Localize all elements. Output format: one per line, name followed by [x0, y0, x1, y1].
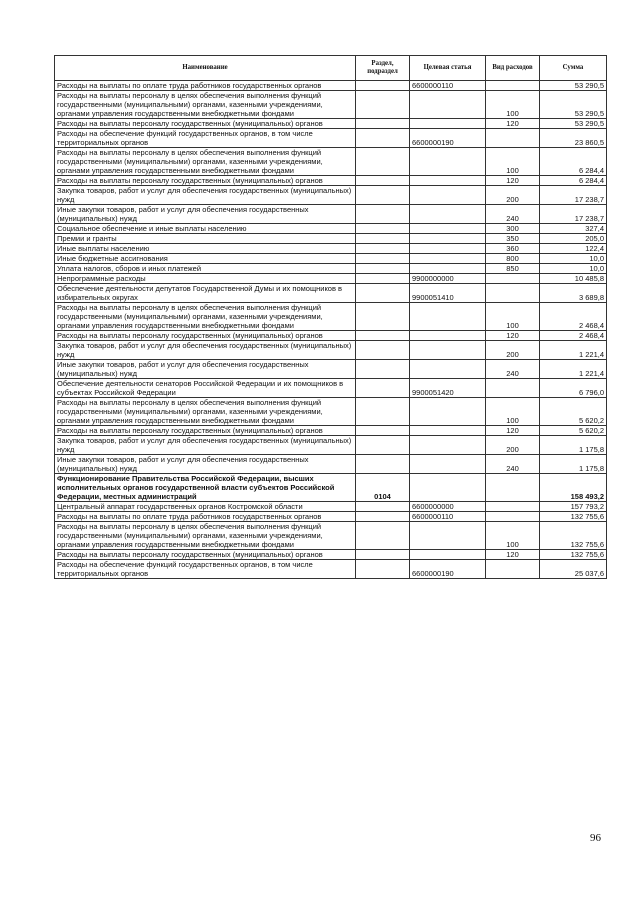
- row-target-cell: [410, 455, 486, 474]
- row-target-cell: [410, 303, 486, 331]
- row-name-cell: Расходы на выплаты персоналу государственных (муниципальных) органов: [55, 119, 356, 129]
- row-section-cell: [356, 550, 410, 560]
- row-sum-cell: 122,4: [540, 244, 607, 254]
- row-name-cell: Закупка товаров, работ и услуг для обеспечения государственных (муниципальных) нужд: [55, 186, 356, 205]
- row-expense-type-cell: 200: [486, 436, 540, 455]
- table-row: [55, 474, 607, 502]
- row-target-cell: [410, 205, 486, 224]
- row-target-cell: 6600000190: [410, 129, 486, 148]
- row-name-cell: Непрограммные расходы: [55, 274, 356, 284]
- row-section-cell: [356, 176, 410, 186]
- row-target-cell: [410, 522, 486, 550]
- row-expense-type-cell: [486, 81, 540, 91]
- row-sum-cell: 132 755,6: [540, 550, 607, 560]
- row-sum-cell: 205,0: [540, 234, 607, 244]
- row-target-cell: [410, 119, 486, 129]
- row-name-cell: Премии и гранты: [55, 234, 356, 244]
- row-section-cell: [356, 398, 410, 426]
- row-expense-type-cell: 300: [486, 224, 540, 234]
- row-sum-cell: 17 238,7: [540, 205, 607, 224]
- row-name-cell: Расходы на выплаты персоналу в целях обеспечения выполнения функций государственными (муниципальными) органами, казенными учреждениями, органами управления государственными внебюджетными фондами: [55, 522, 356, 550]
- row-target-cell: 6600000190: [410, 560, 486, 579]
- row-sum-cell: 1 175,8: [540, 455, 607, 474]
- row-target-cell: 6600000110: [410, 81, 486, 91]
- table-row: [55, 550, 607, 560]
- row-expense-type-cell: 120: [486, 426, 540, 436]
- row-expense-type-cell: 240: [486, 455, 540, 474]
- table-row: [55, 303, 607, 331]
- page-number: 96: [590, 832, 601, 844]
- row-target-cell: [410, 224, 486, 234]
- row-section-cell: [356, 274, 410, 284]
- table-row: [55, 379, 607, 398]
- row-section-cell: [356, 341, 410, 360]
- row-target-cell: 9900051420: [410, 379, 486, 398]
- row-name-cell: Расходы на выплаты персоналу государственных (муниципальных) органов: [55, 331, 356, 341]
- table-body: [55, 81, 607, 579]
- table-row: [55, 284, 607, 303]
- row-sum-cell: 6 284,4: [540, 176, 607, 186]
- table-row: [55, 244, 607, 254]
- row-expense-type-cell: [486, 560, 540, 579]
- row-target-cell: 6600000000: [410, 502, 486, 512]
- row-name-cell: Расходы на выплаты персоналу в целях обеспечения выполнения функций государственными (муниципальными) органами, казенными учреждениями, органами управления государственными внебюджетными фондами: [55, 91, 356, 119]
- row-expense-type-cell: 350: [486, 234, 540, 244]
- table-row: [55, 205, 607, 224]
- table-row: [55, 502, 607, 512]
- row-name-cell: Расходы на выплаты персоналу государственных (муниципальных) органов: [55, 176, 356, 186]
- row-sum-cell: 53 290,5: [540, 91, 607, 119]
- row-name-cell: Расходы на выплаты персоналу государственных (муниципальных) органов: [55, 550, 356, 560]
- row-sum-cell: 2 468,4: [540, 331, 607, 341]
- row-expense-type-cell: 100: [486, 148, 540, 176]
- row-sum-cell: 5 620,2: [540, 398, 607, 426]
- row-section-cell: [356, 119, 410, 129]
- row-target-cell: [410, 254, 486, 264]
- row-section-cell: [356, 244, 410, 254]
- row-target-cell: 6600000110: [410, 512, 486, 522]
- row-expense-type-cell: 100: [486, 398, 540, 426]
- table-row: [55, 560, 607, 579]
- row-name-cell: Функционирование Правительства Российской Федерации, высших исполнительных органов государственной власти субъектов Российской Федерации, местных администраций: [55, 474, 356, 502]
- row-name-cell: Расходы на выплаты персоналу в целях обеспечения выполнения функций государственными (муниципальными) органами, казенными учреждениями, органами управления государственными внебюджетными фондами: [55, 148, 356, 176]
- row-name-cell: Расходы на выплаты по оплате труда работников государственных органов: [55, 512, 356, 522]
- row-sum-cell: 10,0: [540, 254, 607, 264]
- row-sum-cell: 53 290,5: [540, 119, 607, 129]
- row-name-cell: Иные закупки товаров, работ и услуг для обеспечения государственных (муниципальных) нужд: [55, 360, 356, 379]
- table-row: [55, 254, 607, 264]
- row-expense-type-cell: 120: [486, 119, 540, 129]
- row-target-cell: [410, 436, 486, 455]
- row-section-cell: [356, 436, 410, 455]
- row-name-cell: Расходы на выплаты персоналу государственных (муниципальных) органов: [55, 426, 356, 436]
- row-expense-type-cell: [486, 284, 540, 303]
- row-section-cell: [356, 303, 410, 331]
- row-expense-type-cell: [486, 502, 540, 512]
- row-expense-type-cell: 850: [486, 264, 540, 274]
- row-target-cell: [410, 148, 486, 176]
- table-row: [55, 455, 607, 474]
- row-name-cell: Иные закупки товаров, работ и услуг для обеспечения государственных (муниципальных) нужд: [55, 205, 356, 224]
- row-sum-cell: 132 755,6: [540, 512, 607, 522]
- row-sum-cell: 2 468,4: [540, 303, 607, 331]
- table-row: [55, 436, 607, 455]
- row-name-cell: Расходы на обеспечение функций государственных органов, в том числе территориальных органов: [55, 560, 356, 579]
- row-section-cell: [356, 91, 410, 119]
- row-sum-cell: 1 221,4: [540, 341, 607, 360]
- row-name-cell: Обеспечение деятельности депутатов Государственной Думы и их помощников в избирательных округах: [55, 284, 356, 303]
- row-name-cell: Обеспечение деятельности сенаторов Российской Федерации и их помощников в субъектах Российской Федерации: [55, 379, 356, 398]
- table-header-row: [55, 56, 607, 81]
- row-name-cell: Расходы на выплаты по оплате труда работников государственных органов: [55, 81, 356, 91]
- row-section-cell: [356, 455, 410, 474]
- row-expense-type-cell: 120: [486, 550, 540, 560]
- header-sum: Сумма: [540, 56, 607, 81]
- row-sum-cell: 1 175,8: [540, 436, 607, 455]
- row-expense-type-cell: [486, 379, 540, 398]
- table-row: [55, 426, 607, 436]
- table-row: [55, 129, 607, 148]
- table-row: [55, 119, 607, 129]
- row-sum-cell: 157 793,2: [540, 502, 607, 512]
- row-target-cell: [410, 186, 486, 205]
- table-row: [55, 186, 607, 205]
- row-target-cell: [410, 176, 486, 186]
- row-target-cell: [410, 426, 486, 436]
- table-row: [55, 264, 607, 274]
- table-row: [55, 398, 607, 426]
- row-sum-cell: 25 037,6: [540, 560, 607, 579]
- row-section-cell: [356, 512, 410, 522]
- row-section-cell: [356, 234, 410, 244]
- row-target-cell: [410, 331, 486, 341]
- row-section-cell: [356, 186, 410, 205]
- row-expense-type-cell: 120: [486, 176, 540, 186]
- header-section: Раздел, подраздел: [356, 56, 410, 81]
- header-expense-type: Вид расходов: [486, 56, 540, 81]
- row-expense-type-cell: [486, 474, 540, 502]
- row-name-cell: Расходы на выплаты персоналу в целях обеспечения выполнения функций государственными (муниципальными) органами, казенными учреждениями, органами управления государственными внебюджетными фондами: [55, 398, 356, 426]
- table-row: [55, 81, 607, 91]
- row-name-cell: Уплата налогов, сборов и иных платежей: [55, 264, 356, 274]
- row-expense-type-cell: [486, 274, 540, 284]
- row-name-cell: Социальное обеспечение и иные выплаты населению: [55, 224, 356, 234]
- header-target: Целевая статья: [410, 56, 486, 81]
- row-sum-cell: 10,0: [540, 264, 607, 274]
- table-row: [55, 91, 607, 119]
- row-section-cell: 0104: [356, 474, 410, 502]
- row-target-cell: [410, 474, 486, 502]
- row-name-cell: Расходы на обеспечение функций государственных органов, в том числе территориальных органов: [55, 129, 356, 148]
- row-sum-cell: 10 485,8: [540, 274, 607, 284]
- row-expense-type-cell: 240: [486, 205, 540, 224]
- row-expense-type-cell: 100: [486, 303, 540, 331]
- row-name-cell: Иные закупки товаров, работ и услуг для обеспечения государственных (муниципальных) нужд: [55, 455, 356, 474]
- table-row: [55, 512, 607, 522]
- row-target-cell: [410, 360, 486, 379]
- row-section-cell: [356, 360, 410, 379]
- row-sum-cell: 53 290,5: [540, 81, 607, 91]
- row-expense-type-cell: 100: [486, 91, 540, 119]
- row-expense-type-cell: 100: [486, 522, 540, 550]
- row-target-cell: [410, 550, 486, 560]
- row-expense-type-cell: 360: [486, 244, 540, 254]
- row-section-cell: [356, 379, 410, 398]
- row-name-cell: Центральный аппарат государственных органов Костромской области: [55, 502, 356, 512]
- row-section-cell: [356, 81, 410, 91]
- row-sum-cell: 6 796,0: [540, 379, 607, 398]
- row-section-cell: [356, 560, 410, 579]
- table-row: [55, 331, 607, 341]
- row-target-cell: [410, 398, 486, 426]
- row-expense-type-cell: [486, 129, 540, 148]
- row-section-cell: [356, 148, 410, 176]
- table-row: [55, 522, 607, 550]
- row-expense-type-cell: 120: [486, 331, 540, 341]
- row-name-cell: Расходы на выплаты персоналу в целях обеспечения выполнения функций государственными (муниципальными) органами, казенными учреждениями, органами управления государственными внебюджетными фондами: [55, 303, 356, 331]
- row-sum-cell: 1 221,4: [540, 360, 607, 379]
- row-section-cell: [356, 522, 410, 550]
- budget-table: [54, 55, 607, 579]
- row-target-cell: [410, 234, 486, 244]
- row-sum-cell: 5 620,2: [540, 426, 607, 436]
- row-sum-cell: 132 755,6: [540, 522, 607, 550]
- table-row: [55, 341, 607, 360]
- row-section-cell: [356, 264, 410, 274]
- row-section-cell: [356, 224, 410, 234]
- row-section-cell: [356, 502, 410, 512]
- row-section-cell: [356, 426, 410, 436]
- row-target-cell: 9900000000: [410, 274, 486, 284]
- row-expense-type-cell: [486, 512, 540, 522]
- row-name-cell: Закупка товаров, работ и услуг для обеспечения государственных (муниципальных) нужд: [55, 341, 356, 360]
- table-row: [55, 176, 607, 186]
- row-section-cell: [356, 254, 410, 264]
- header-name: Наименование: [55, 56, 356, 81]
- row-section-cell: [356, 284, 410, 303]
- table-row: [55, 274, 607, 284]
- row-target-cell: [410, 264, 486, 274]
- row-sum-cell: 17 238,7: [540, 186, 607, 205]
- row-target-cell: [410, 91, 486, 119]
- row-sum-cell: 23 860,5: [540, 129, 607, 148]
- row-expense-type-cell: 240: [486, 360, 540, 379]
- row-target-cell: 9900051410: [410, 284, 486, 303]
- row-sum-cell: 6 284,4: [540, 148, 607, 176]
- row-name-cell: Иные выплаты населению: [55, 244, 356, 254]
- row-target-cell: [410, 244, 486, 254]
- row-expense-type-cell: 200: [486, 341, 540, 360]
- row-name-cell: Закупка товаров, работ и услуг для обеспечения государственных (муниципальных) нужд: [55, 436, 356, 455]
- row-sum-cell: 327,4: [540, 224, 607, 234]
- row-target-cell: [410, 341, 486, 360]
- row-expense-type-cell: 200: [486, 186, 540, 205]
- row-sum-cell: 158 493,2: [540, 474, 607, 502]
- row-expense-type-cell: 800: [486, 254, 540, 264]
- table-row: [55, 234, 607, 244]
- table-row: [55, 360, 607, 379]
- table-row: [55, 224, 607, 234]
- row-section-cell: [356, 129, 410, 148]
- row-section-cell: [356, 331, 410, 341]
- table-row: [55, 148, 607, 176]
- row-section-cell: [356, 205, 410, 224]
- row-name-cell: Иные бюджетные ассигнования: [55, 254, 356, 264]
- row-sum-cell: 3 689,8: [540, 284, 607, 303]
